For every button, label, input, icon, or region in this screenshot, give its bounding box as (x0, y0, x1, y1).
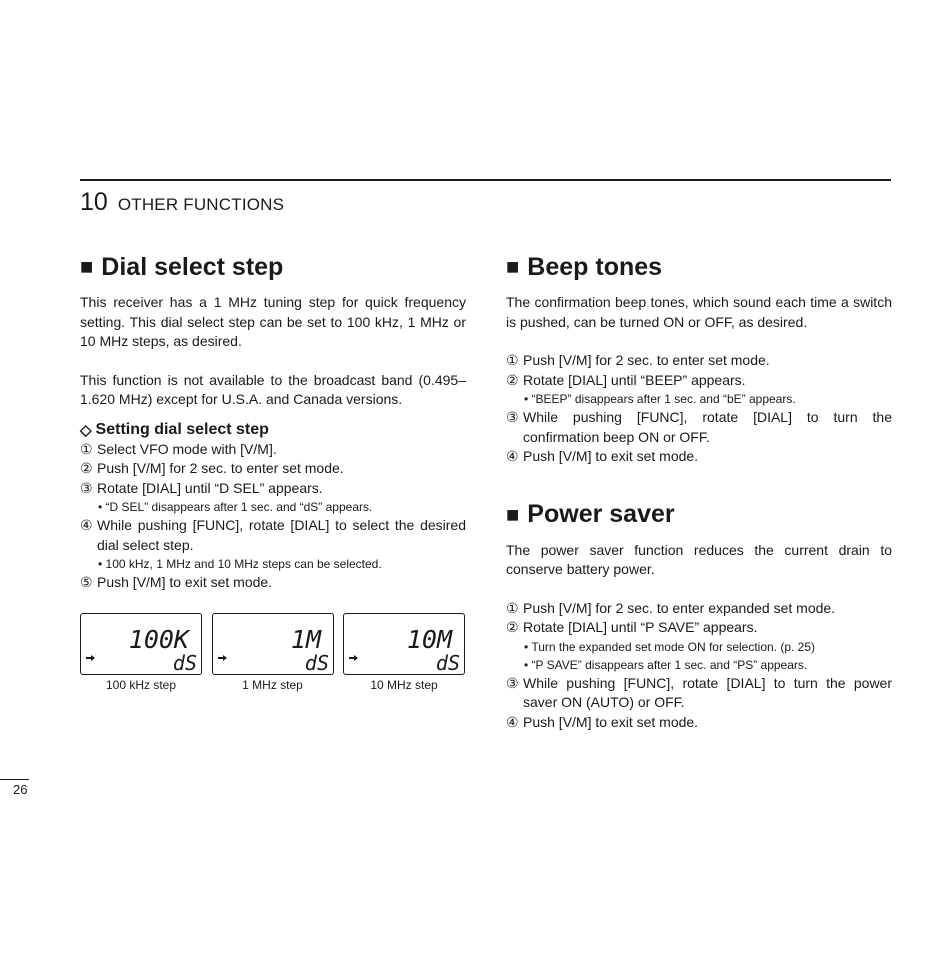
lcd-caption: 1 MHz step (242, 677, 303, 692)
step-text: Push [V/M] to exit set mode. (523, 448, 699, 464)
step-text: Push [V/M] for 2 sec. to enter set mode. (523, 352, 770, 368)
lcd-caption: 10 MHz step (370, 677, 438, 692)
diamond-icon: ◇ (80, 421, 92, 439)
step-number: ① (506, 352, 519, 368)
lcd-caption: 100 kHz step (105, 677, 177, 692)
step-text: While pushing [FUNC], rotate [DIAL] to turn the power saver ON (AUTO) or OFF. (523, 674, 892, 710)
beep-tones-section (506, 252, 892, 467)
step-item (506, 713, 892, 733)
step-note: • “D SEL” disappears after 1 sec. and “dS” appears. (98, 500, 373, 514)
step-item (506, 599, 892, 619)
step-number: ③ (80, 479, 93, 496)
step-text: While pushing [FUNC], rotate [DIAL] to turn the confirmation beep ON or OFF. (523, 409, 892, 445)
section-intro: This receiver has a 1 MHz tuning step for quick frequency setting. This dial select step can be set to 100 kHz, 1 MHz or 10 MHz steps, as desired. (80, 294, 466, 349)
step-text: Select VFO mode with [V/M]. (97, 440, 277, 457)
step-number: ③ (506, 409, 519, 425)
lcd-display-10m (343, 613, 465, 692)
header-rule (80, 179, 891, 181)
chapter-title: OTHER FUNCTIONS (117, 195, 285, 214)
step-item (80, 479, 466, 499)
section-title: Dial select step (101, 252, 284, 281)
step-number: ④ (80, 517, 93, 533)
step-number: ② (506, 619, 519, 635)
section-heading (506, 500, 892, 530)
section-heading (506, 252, 892, 282)
step-number: ③ (506, 674, 519, 691)
lcd-panel (343, 613, 465, 675)
step-text: Push [V/M] to exit set mode. (523, 713, 699, 730)
chapter-number: 10 (80, 188, 108, 216)
step-note: • 100 kHz, 1 MHz and 10 MHz steps can be selected. (98, 557, 382, 571)
section-intro: The confirmation beep tones, which sound each time a switch is pushed, can be turned ON or OFF, as desired. (506, 294, 892, 330)
step-note: • “P SAVE” disappears after 1 sec. and “PS” appears. (524, 657, 808, 672)
step-note: • “BEEP” disappears after 1 sec. and “bE” appears. (524, 392, 796, 406)
lcd-panel (212, 613, 334, 675)
step-item (506, 674, 892, 713)
step-number: ② (80, 460, 93, 476)
step-number: ⑤ (80, 574, 93, 590)
lcd-display-100k (80, 613, 202, 692)
square-bullet-icon: ■ (80, 254, 94, 279)
section-title: Beep tones (527, 252, 663, 281)
lcd-main-readout: 1M (290, 624, 321, 654)
step-item (506, 408, 892, 447)
step-note: • Turn the expanded set mode ON for selection. (p. 25) (524, 639, 816, 654)
step-text: Rotate [DIAL] until “D SEL” appears. (97, 479, 323, 496)
square-bullet-icon: ■ (506, 501, 520, 527)
lcd-main-readout: 100K (128, 624, 189, 654)
step-number: ① (80, 440, 93, 457)
dial-select-section (80, 252, 466, 692)
chapter-header (80, 188, 284, 217)
step-text: Rotate [DIAL] until “BEEP” appears. (523, 371, 746, 388)
step-item (506, 618, 892, 638)
lcd-main-readout: 10M (406, 624, 452, 654)
step-text: While pushing [FUNC], rotate [DIAL] to select the desired dial select step. (97, 517, 466, 553)
right-column (506, 252, 892, 732)
step-number: ④ (506, 713, 519, 730)
lcd-sub-readout: dS (172, 650, 197, 674)
subsection-heading (80, 421, 466, 439)
power-saver-section (506, 500, 892, 733)
step-item (80, 440, 466, 460)
page-number: 26 (13, 782, 28, 797)
pointer-icon (349, 655, 358, 661)
lcd-panel (80, 613, 202, 675)
step-item (506, 351, 892, 371)
lcd-display-row (80, 613, 465, 692)
step-text: Push [V/M] for 2 sec. to enter set mode. (97, 460, 344, 476)
pointer-icon (86, 655, 95, 661)
lcd-sub-readout: dS (435, 650, 460, 674)
step-text: Push [V/M] to exit set mode. (97, 574, 273, 590)
subsection-title: Setting dial select step (95, 420, 269, 438)
section-title: Power saver (527, 500, 675, 528)
section-heading (80, 252, 466, 282)
step-item (506, 447, 892, 467)
step-item (506, 371, 892, 391)
step-number: ② (506, 371, 519, 388)
step-number: ① (506, 599, 519, 616)
lcd-sub-readout: dS (304, 650, 329, 674)
step-text: Push [V/M] for 2 sec. to enter expanded set mode. (523, 599, 836, 616)
step-item (80, 459, 466, 479)
section-intro: The power saver function reduces the current drain to conserve battery power. (506, 541, 892, 577)
step-number: ④ (506, 448, 519, 464)
page-number-rule (0, 779, 29, 780)
section-note: This function is not available to the broadcast band (0.495–1.620 MHz) except for U.S.A. and Canada versions. (80, 371, 466, 407)
step-item (80, 516, 466, 555)
pointer-icon (218, 655, 227, 661)
step-text: Rotate [DIAL] until “P SAVE” appears. (523, 619, 758, 635)
square-bullet-icon: ■ (506, 254, 520, 279)
lcd-display-1m (212, 613, 334, 692)
step-item (80, 573, 466, 593)
